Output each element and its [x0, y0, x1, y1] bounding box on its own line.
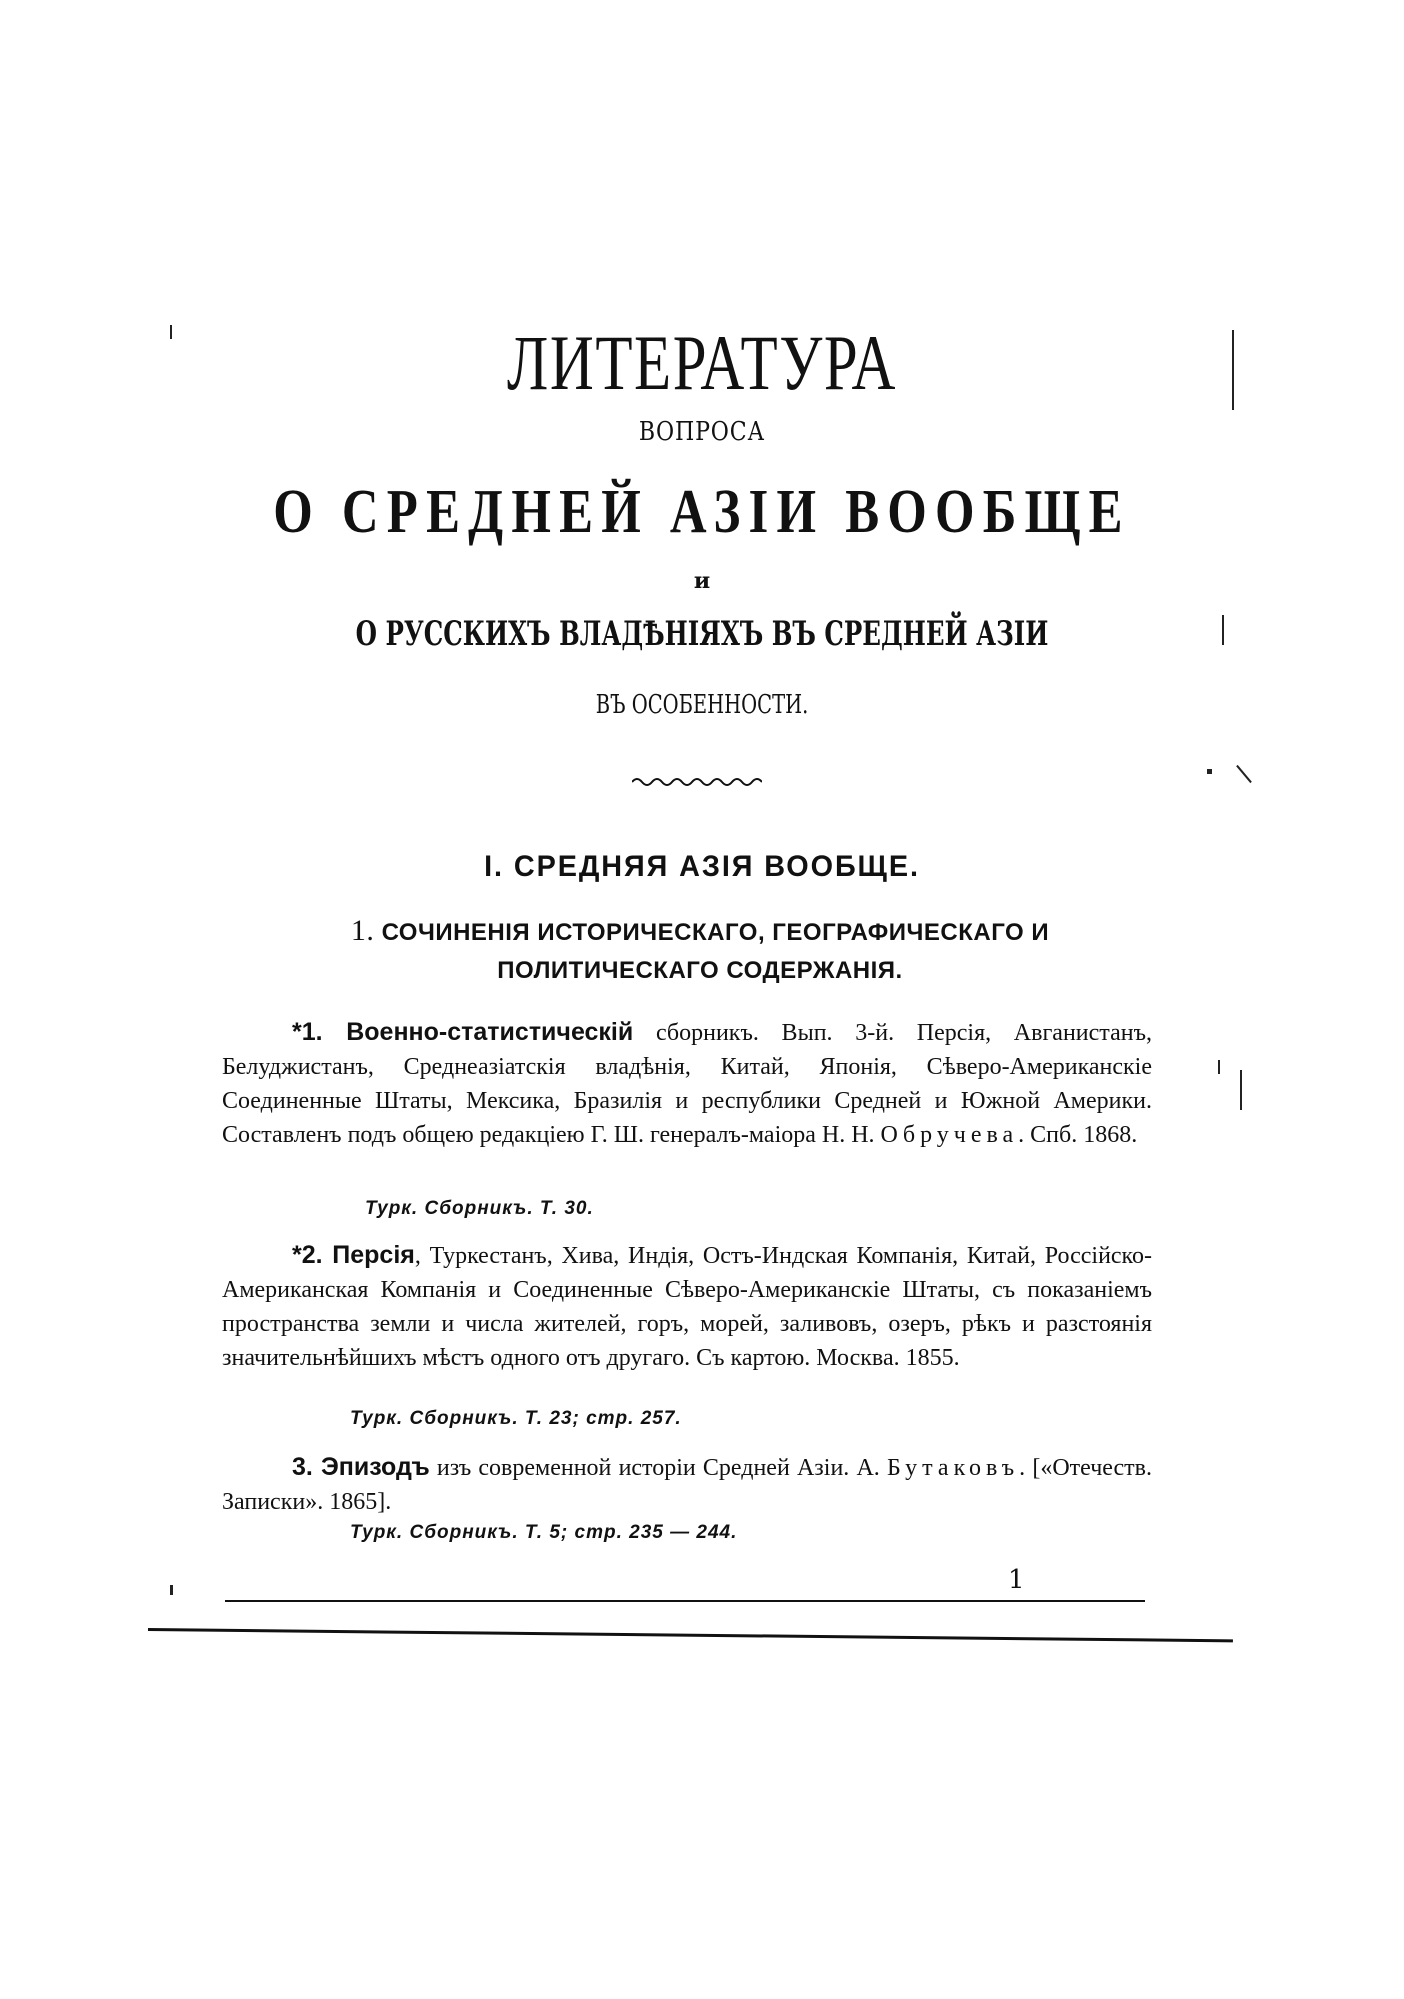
- scan-edge-mark: [1222, 615, 1224, 645]
- scan-edge-mark: [1240, 1070, 1242, 1110]
- scan-edge-mark: [170, 1585, 173, 1595]
- entry-lead: *2. Персія: [292, 1241, 415, 1269]
- entry-author: Бутаковъ: [886, 1455, 1020, 1481]
- title-line-4: О РУССКИХЪ ВЛАДѢНІЯХЪ ВЪ СРЕДНЕЙ АЗІИ: [355, 614, 1049, 654]
- entry-lead: 3. Эпизодъ: [292, 1453, 430, 1481]
- subsection-heading: [240, 912, 1160, 990]
- title-conjunction: и: [693, 568, 711, 594]
- scan-edge-mark: [1236, 765, 1252, 783]
- bottom-rule: [225, 1600, 1145, 1602]
- bibliography-entry: [222, 1238, 1152, 1375]
- title-main: ЛИТЕРАТУРА: [507, 319, 897, 406]
- entry-author: Обручева: [880, 1122, 1019, 1148]
- section-heading: I. СРЕДНЯЯ АЗІЯ ВООБЩЕ.: [484, 850, 920, 883]
- wavy-divider: [632, 774, 762, 790]
- scan-edge-mark: [1207, 769, 1212, 774]
- entry-lead: *1. Военно-статистическій: [292, 1018, 634, 1046]
- entry-text: , Туркестанъ, Хива, Индія, Остъ-Индская Компанія, Китай, Россійско-Американская Компанія и Соединенные Сѣверо-Американскіе Штаты, съ показаніемъ пространства земли и числа жителей, горъ, морей, заливовъ, озеръ, рѣкъ и разстоянія значительнѣйшихъ мѣстъ одного отъ другаго. Съ картою. Москва. 1855.: [222, 1243, 1152, 1371]
- page-number: 1: [1008, 1565, 1025, 1595]
- bibliography-entry: [222, 1450, 1152, 1519]
- title-line-2: ВОПРОСА: [638, 417, 766, 447]
- entry-text: изъ современной исторіи Средней Азіи. А.: [429, 1455, 887, 1481]
- entry-reference: Турк. Сборникъ. Т. 23; стр. 257.: [350, 1408, 682, 1429]
- subsection-number: 1.: [350, 914, 375, 947]
- entry-text: сборникъ. Вып. 3-й. Персія, Авганистанъ, Белуджистанъ, Среднеазіатскія владѣнія, Китай, Японія, Сѣверо-Американскіе Соединенные Штаты, Мексика, Бразилія и республики Средней и Южной Америки. Составленъ подъ общею редакціею Г. Ш. генералъ-маіора Н. Н.: [222, 1020, 1152, 1148]
- scan-edge-mark: [1218, 1060, 1220, 1074]
- bibliography-entry: [222, 1015, 1152, 1152]
- entry-reference: Турк. Сборникъ. Т. 30.: [365, 1198, 594, 1219]
- entry-text-end: . Спб. 1868.: [1018, 1122, 1138, 1148]
- subsection-text: СОЧИНЕНІЯ ИСТОРИЧЕСКАГО, ГЕОГРАФИЧЕСКАГО И ПОЛИТИЧЕСКАГО СОДЕРЖАНІЯ.: [381, 919, 1050, 984]
- title-line-5: ВЪ ОСОБЕННОСТИ.: [595, 690, 809, 720]
- bottom-edge-line: [148, 1628, 1233, 1642]
- entry-reference: Турк. Сборникъ. Т. 5; стр. 235 — 244.: [350, 1522, 738, 1543]
- entry-text-end: . [«Отечеств. Записки». 1865].: [222, 1455, 1152, 1515]
- title-line-3: О СРЕДНЕЙ АЗІИ ВООБЩЕ: [273, 478, 1131, 546]
